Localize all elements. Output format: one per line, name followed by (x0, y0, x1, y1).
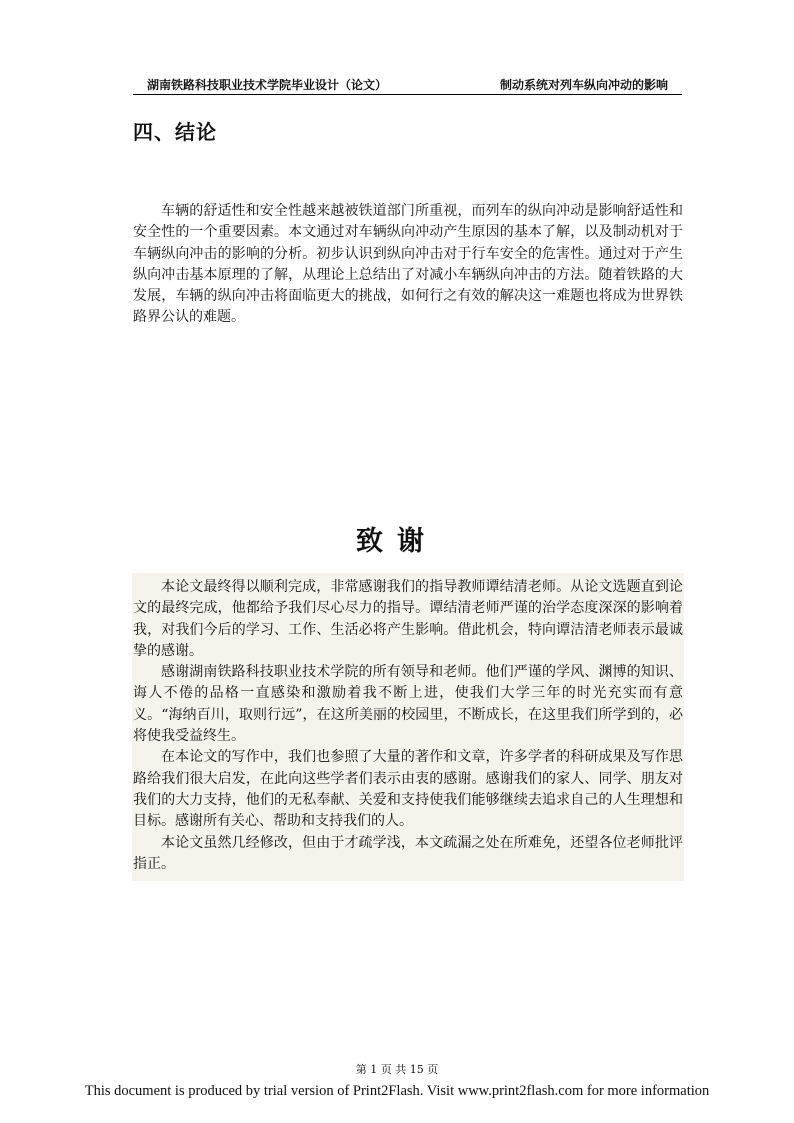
acknowledgement-paragraph-2: 感谢湖南铁路科技职业技术学院的所有领导和老师。他们严谨的学风、渊博的知识、诲人不倦的品格一直感染和激励着我不断上进，使我们大学三年的时光充实而有意义。“海纳百川，取则行远”，在这所美丽的校园里，不断成长，在这里我们所学到的，必将使我受益终生。 (133, 664, 683, 745)
acknowledgement-heading: 致谢 (356, 526, 438, 557)
conclusion-paragraph: 车辆的舒适性和安全性越来越被铁道部门所重视，而列车的纵向冲动是影响舒适性和安全性的一个重要因素。本文通过对车辆纵向冲动产生原因的基本了解，以及制动机对于车辆纵向冲击的影响的分析。初步认识到纵向冲击对于行车安全的危害性。通过对于产生纵向冲击基本原理的了解，从理论上总结出了对减小车辆纵向冲击的方法。随着铁路的大发展，车辆的纵向冲击将面临更大的挑战，如何行之有效的解决这一难题也将成为世界铁路界公认的难题。 (133, 203, 683, 326)
trial-watermark: This document is produced by trial version of Print2Flash. Visit www.print2flash.com for more information (84, 1083, 710, 1099)
acknowledgement-paragraph-1: 本论文最终得以顺利完成，非常感谢我们的指导教师谭结清老师。从论文选题直到论文的最终完成，他都给予我们尽心尽力的指导。谭结清老师严谨的治学态度深深的影响着我，对我们今后的学习、工作、生活必将产生影响。借此机会，特向谭洁清老师表示最诚挚的感谢。 (133, 579, 683, 659)
acknowledgement-paragraph-3: 在本论文的写作中，我们也参照了大量的著作和文章，许多学者的科研成果及写作思路给我们很大启发，在此向这些学者们表示由衷的感谢。感谢我们的家人、同学、朋友对我们的大力支持，他们的无私奉献、关爱和支持使我们能够继续去追求自己的人生理想和目标。感谢所有关心、帮助和支持我们的人。 (133, 749, 683, 830)
running-header (133, 74, 682, 95)
page-number: 第 1 页 共 15 页 (355, 1063, 439, 1076)
acknowledgement-section (132, 573, 684, 881)
header-thesis-title: 制动系统对列车纵向冲动的影响 (499, 78, 668, 92)
header-school-title: 湖南铁路科技职业技术学院毕业设计（论文） (147, 78, 388, 92)
acknowledgement-paragraph-4: 本论文虽然几经修改，但由于才疏学浅，本文疏漏之处在所难免，还望各位老师批评指正。 (133, 834, 683, 872)
conclusion-heading: 四、结论 (133, 120, 217, 144)
